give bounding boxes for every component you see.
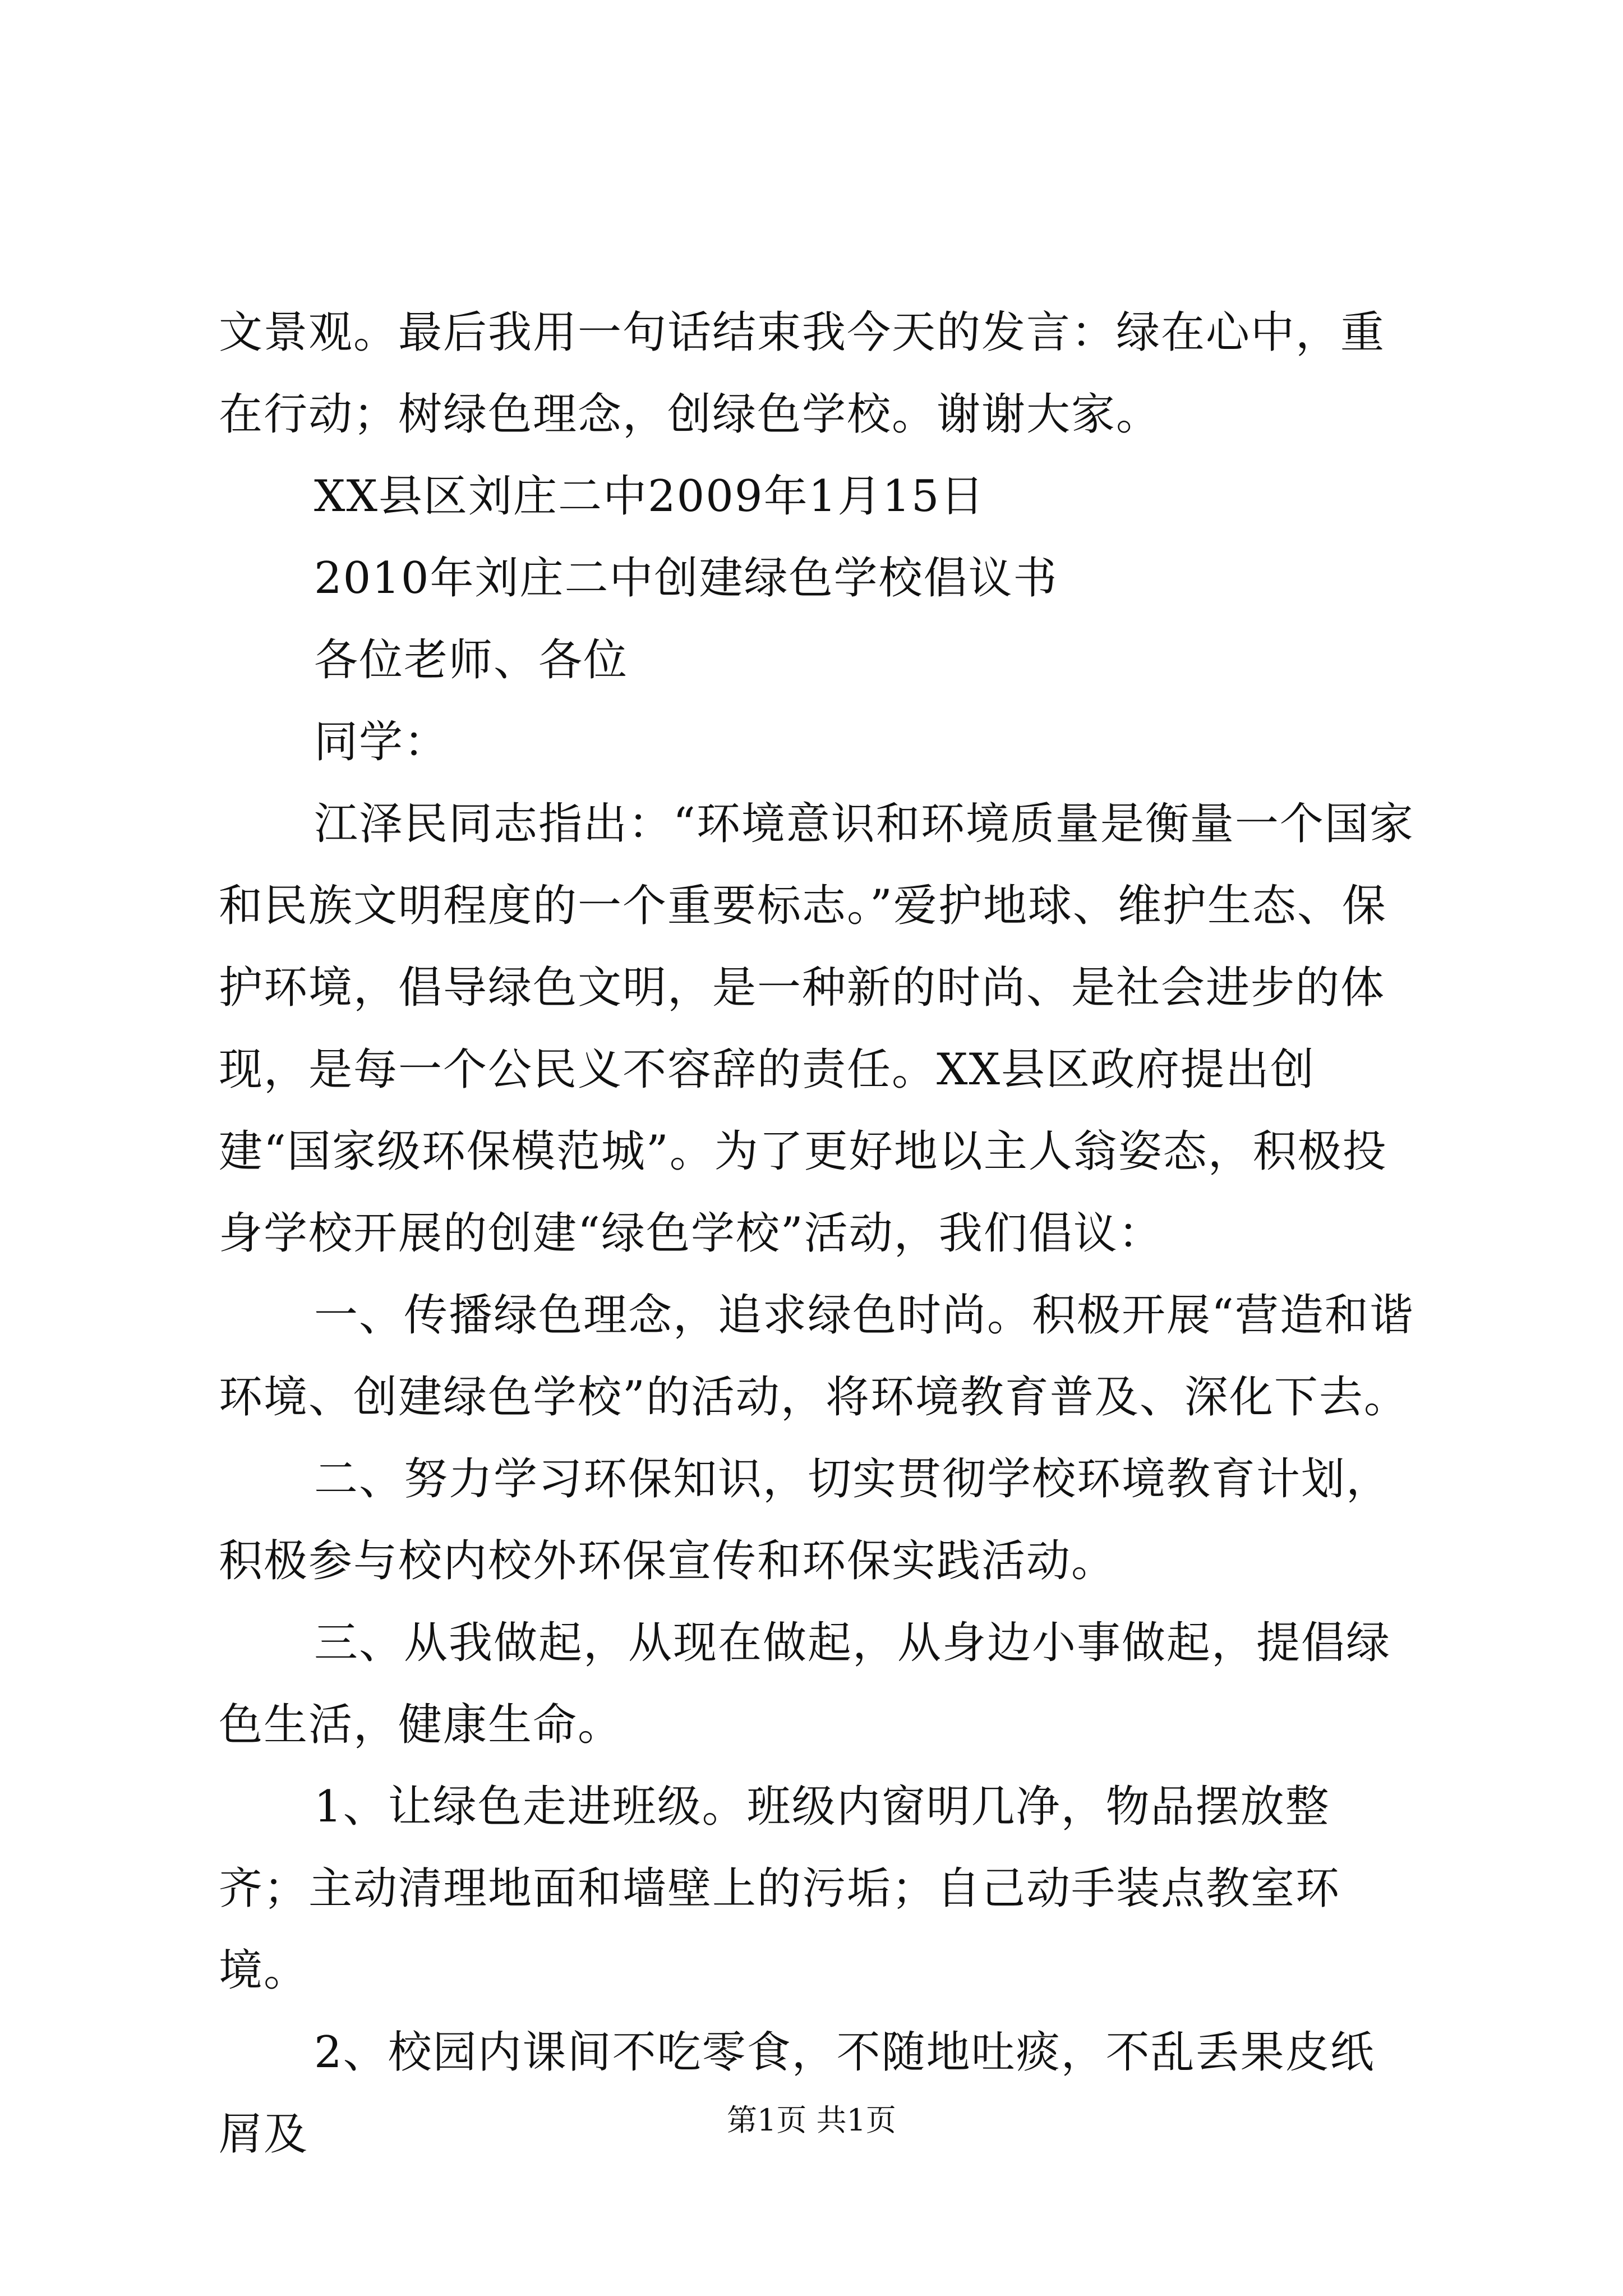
paragraph-introduction: 江泽民同志指出：“环境意识和环境质量是衡量一个国家和民族文明程度的一个重要标志。”爱护地球、维护生态、保护环境，倡导绿色文明，是一种新的时尚、是社会进步的体现，是每一个公民义不容辞的责任。XX县区政府提出创建“国家级环保模范城”。为了更好地以主人翁姿态，积极投身学校开展的创建“绿色学校”活动，我们倡议：: [219, 799, 1414, 1259]
document-body: [219, 292, 1419, 2175]
paragraph-subitem-two: 2、校园内课间不吃零食，不随地吐痰，不乱丢果皮纸屑及: [219, 2027, 1375, 2160]
paragraph-closing-remarks: 文景观。最后我用一句话结束我今天的发言：绿在心中，重在行动；树绿色理念，创绿色学校。谢谢大家。: [219, 307, 1386, 440]
page-footer: 第1页 共1页: [727, 2102, 896, 2138]
paragraph-salutation-students: 同学：: [314, 717, 449, 767]
paragraph-item-two: 二、努力学习环保知识，切实贯彻学校环境教育计划，积极参与校内校外环保宣传和环保实践活动。: [219, 1454, 1391, 1586]
paragraph-subitem-one: 1、让绿色走进班级。班级内窗明几净，物品摆放整齐；主动清理地面和墙壁上的污垢；自己动手装点教室环境。: [219, 1782, 1341, 1996]
paragraph-salutation-teachers: 各位老师、各位: [314, 635, 629, 685]
paragraph-signature-date: XX县区刘庄二中2009年1月15日: [314, 471, 985, 522]
paragraph-proposal-title: 2010年刘庄二中创建绿色学校倡议书: [314, 553, 1058, 604]
paragraph-item-one: 一、传播绿色理念，追求绿色时尚。积极开展“营造和谐环境、创建绿色学校”的活动，将环境教育普及、深化下去。: [219, 1290, 1414, 1423]
paragraph-item-three: 三、从我做起，从现在做起，从身边小事做起，提倡绿色生活，健康生命。: [219, 1618, 1391, 1750]
